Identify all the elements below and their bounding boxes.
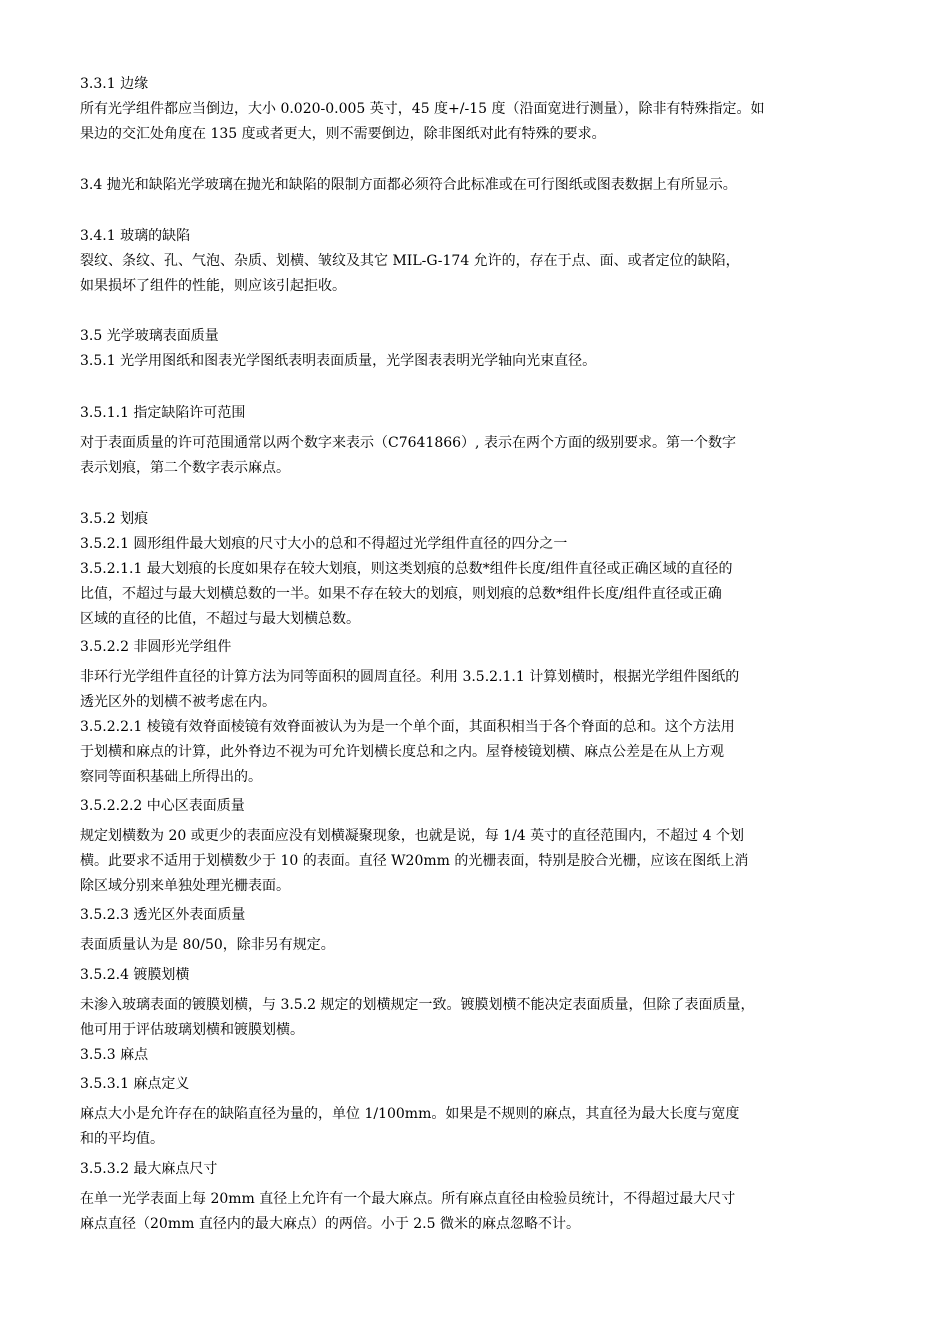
section-heading-3-5-2-2: 3.5.2.2 非圆形光学组件: [80, 639, 232, 655]
section-heading-3-5-2-2-2: 3.5.2.2.2 中心区表面质量: [80, 798, 245, 814]
paragraph-line: 和的平均值。: [80, 1131, 164, 1147]
paragraph-line: 所有光学组件都应当倒边，大小 0.020-0.005 英寸，45 度+/-15 度（沿面宽进行测量），除非有特殊指定。如: [80, 101, 765, 117]
section-heading-3-5-3: 3.5.3 麻点: [80, 1047, 149, 1063]
paragraph-line: 比值，不超过与最大划横总数的一半。如果不存在较大的划痕，则划痕的总数*组件长度/组件直径或正确: [80, 586, 722, 602]
paragraph-line: 表示划痕，第二个数字表示麻点。: [80, 460, 290, 476]
section-heading-3-5-2-1: 3.5.2.1 圆形组件最大划痕的尺寸大小的总和不得超过光学组件直径的四分之一: [80, 536, 568, 552]
section-heading-3-5-2: 3.5.2 划痕: [80, 511, 149, 527]
paragraph-line: 表面质量认为是 80/50，除非另有规定。: [80, 937, 335, 953]
section-heading-3-4-1: 3.4.1 玻璃的缺陷: [80, 228, 191, 244]
paragraph-line: 裂纹、条纹、孔、气泡、杂质、划横、皱纹及其它 MIL-G-174 允许的，存在于点、面、或者定位的缺陷，: [80, 253, 740, 269]
section-heading-3-5: 3.5 光学玻璃表面质量: [80, 328, 219, 344]
section-heading-3-5-2-3: 3.5.2.3 透光区外表面质量: [80, 907, 246, 923]
paragraph-line: 3.5.2.2.1 棱镜有效脊面棱镜有效脊面被认为为是一个单个面，其面积相当于各个脊面的总和。这个方法用: [80, 719, 735, 735]
paragraph-line: 察同等面积基础上所得出的。: [80, 769, 262, 785]
section-heading-3-5-2-4: 3.5.2.4 镀膜划横: [80, 967, 190, 983]
document-page: [80, 0, 880, 1344]
section-heading-3-5-3-2: 3.5.3.2 最大麻点尺寸: [80, 1161, 218, 1177]
paragraph-line: 在单一光学表面上每 20mm 直径上允许有一个最大麻点。所有麻点直径由检验员统计，不得超过最大尺寸: [80, 1191, 736, 1207]
paragraph-line: 果边的交汇处角度在 135 度或者更大，则不需要倒边，除非图纸对此有特殊的要求。: [80, 126, 606, 142]
section-heading-3-5-3-1: 3.5.3.1 麻点定义: [80, 1076, 190, 1092]
paragraph-line: 如果损坏了组件的性能，则应该引起拒收。: [80, 278, 346, 294]
paragraph-line: 麻点大小是允许存在的缺陷直径为量的，单位 1/100mm。如果是不规则的麻点，其直径为最大长度与宽度: [80, 1106, 740, 1122]
paragraph-line: 3.5.2.1.1 最大划痕的长度如果存在较大划痕，则这类划痕的总数*组件长度/组件直径或正确区域的直径的: [80, 561, 733, 577]
paragraph-line: 他可用于评估玻璃划横和镀膜划横。: [80, 1022, 304, 1038]
paragraph-line: 横。此要求不适用于划横数少于 10 的表面。直径 W20mm 的光栅表面，特别是胶合光栅，应该在图纸上消: [80, 853, 749, 869]
section-heading-3-5-1: 3.5.1 光学用图纸和图表光学图纸表明表面质量，光学图表表明光学轴向光束直径。: [80, 353, 597, 369]
paragraph-line: 区域的直径的比值，不超过与最大划横总数。: [80, 611, 360, 627]
section-heading-3-4: 3.4 抛光和缺陷光学玻璃在抛光和缺陷的限制方面都必须符合此标准或在可行图纸或图表数据上有所显示。: [80, 177, 737, 193]
paragraph-line: 除区域分别来单独处理光栅表面。: [80, 878, 290, 894]
paragraph-line: 未渗入玻璃表面的镀膜划横，与 3.5.2 规定的划横规定一致。镀膜划横不能决定表面质量，但除了表面质量，: [80, 997, 755, 1013]
paragraph-line: 非环行光学组件直径的计算方法为同等面积的圆周直径。利用 3.5.2.1.1 计算划横时，根据光学组件图纸的: [80, 669, 740, 685]
paragraph-line: 规定划横数为 20 或更少的表面应没有划横凝聚现象，也就是说，每 1/4 英寸的直径范围内，不超过 4 个划: [80, 828, 744, 844]
paragraph-line: 麻点直径（20mm 直径内的最大麻点）的两倍。小于 2.5 微米的麻点忽略不计。: [80, 1216, 580, 1232]
paragraph-line: 于划横和麻点的计算，此外脊边不视为可允许划横长度总和之内。屋脊棱镜划横、麻点公差是在从上方观: [80, 744, 724, 760]
section-heading-3-5-1-1: 3.5.1.1 指定缺陷许可范围: [80, 405, 246, 421]
section-heading-3-3-1: 3.3.1 边缘: [80, 76, 149, 92]
paragraph-line: 对于表面质量的许可范围通常以两个数字来表示（C7641866）, 表示在两个方面的级别要求。第一个数字: [80, 435, 736, 451]
paragraph-line: 透光区外的划横不被考虑在内。: [80, 694, 276, 710]
